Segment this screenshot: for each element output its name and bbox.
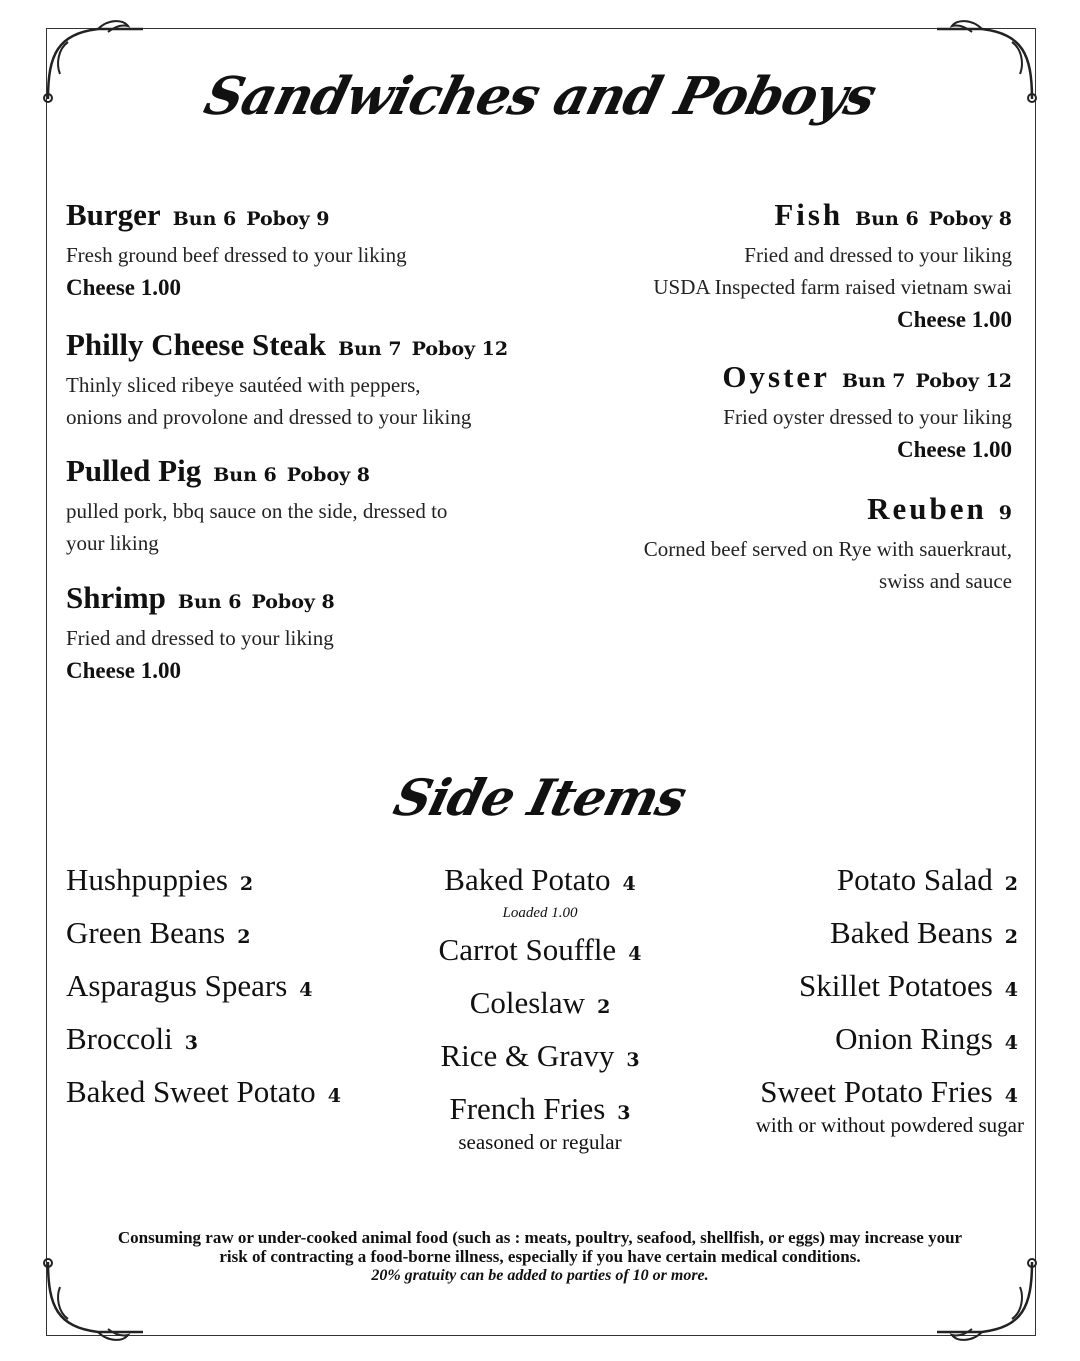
menu-item-fish [653,196,1012,337]
item-name: Oyster [722,359,830,394]
side-name: Baked Potato [444,862,611,897]
side-price: 4 [622,873,636,895]
item-price: Bun 6 [177,591,242,613]
side-item [340,985,740,1025]
health-disclaimer [60,1228,1020,1285]
side-price: 3 [626,1049,640,1071]
item-addon: Cheese 1.00 [897,307,1012,332]
item-name: Reuben [867,491,987,526]
item-description: Fried and dressed to your liking [744,243,1012,267]
side-price: 2 [597,996,611,1018]
item-price: Bun 7 [841,370,906,392]
side-price: 2 [239,873,254,895]
gratuity-note: 20% gratuity can be added to parties of 10 or more. [371,1267,709,1284]
side-item [835,1021,1018,1061]
item-addon: Cheese 1.00 [66,275,181,300]
item-description: USDA Inspected farm raised vietnam swai [653,275,1012,299]
side-item [66,915,250,955]
item-price: Bun 7 [338,338,402,360]
side-name: Green Beans [66,915,226,950]
item-price: Poboy 12 [915,370,1012,392]
item-price: Poboy 8 [928,208,1012,230]
side-name: Asparagus Spears [66,968,288,1003]
side-item [340,862,740,924]
item-description: Fresh ground beef dressed to your liking [66,243,407,267]
section-title-sides: Side Items [388,768,692,827]
item-description: pulled pork, bbq sauce on the side, dressed to [66,499,448,523]
side-item [66,1021,198,1061]
side-price: 2 [1004,873,1018,895]
side-note: with or without powdered sugar [755,1113,1024,1137]
side-price: 4 [1004,979,1018,1001]
side-name: Onion Rings [835,1021,993,1056]
item-price: Bun 6 [213,464,277,486]
side-name: French Fries [449,1091,606,1126]
side-item [755,1074,1024,1137]
item-description: Thinly sliced ribeye sautéed with peppers, [66,373,421,397]
side-item [799,968,1018,1008]
side-item [340,932,740,972]
item-description: your liking [66,531,159,555]
side-item [340,1038,740,1078]
side-name: Carrot Souffle [438,932,617,967]
item-price: Poboy 9 [246,208,330,230]
side-price: 4 [327,1085,341,1107]
item-name: Fish [774,197,844,232]
item-price: Bun 6 [855,208,919,230]
disclaimer-line: risk of contracting a food-borne illness, especially if you have certain medical conditions. [219,1247,861,1266]
item-price: Poboy 8 [251,591,335,613]
side-name: Broccoli [66,1021,173,1056]
side-price: 4 [1004,1032,1018,1054]
side-note: Loaded 1.00 [502,905,578,921]
item-name: Philly Cheese Steak [66,327,327,362]
menu-item-shrimp [66,579,335,688]
side-item [340,1091,740,1153]
item-name: Pulled Pig [66,453,202,488]
side-name: Potato Salad [836,862,993,897]
side-item [66,862,253,902]
side-price: 3 [184,1032,198,1054]
side-name: Coleslaw [469,985,586,1020]
section-title-sandwiches: Sandwiches and Poboys [198,66,882,127]
side-price: 4 [628,943,642,965]
side-item [66,968,313,1008]
item-description: Fried and dressed to your liking [66,626,334,650]
side-name: Skillet Potatoes [799,968,993,1003]
menu-item-reuben [644,490,1012,597]
side-item [830,915,1018,955]
item-addon: Cheese 1.00 [897,437,1012,462]
menu-item-pulled-pig [66,452,447,559]
menu-item-burger [66,196,407,305]
disclaimer-line: Consuming raw or under-cooked animal food (such as : meats, poultry, seafood, shellfish, or eggs) may increase your [117,1228,963,1247]
item-price: Poboy 12 [411,338,509,360]
item-description: swiss and sauce [879,569,1012,593]
side-name: Baked Sweet Potato [66,1074,316,1109]
item-price: Bun 6 [172,208,237,230]
side-name: Hushpuppies [66,862,228,897]
side-price: 3 [617,1102,631,1124]
side-item [837,862,1018,902]
side-note: seasoned or regular [458,1130,622,1154]
side-price: 4 [1004,1085,1018,1107]
item-price: 9 [998,502,1012,524]
side-item [66,1074,341,1114]
item-addon: Cheese 1.00 [66,658,181,683]
side-name: Rice & Gravy [440,1038,615,1073]
item-description: Corned beef served on Rye with sauerkraut, [643,537,1012,561]
side-name: Sweet Potato Fries [760,1074,993,1109]
item-description: Fried oyster dressed to your liking [723,405,1012,429]
item-price: Poboy 8 [286,464,371,486]
side-price: 4 [299,979,313,1001]
item-name: Shrimp [66,580,166,615]
side-name: Baked Beans [830,915,993,950]
side-price: 2 [237,926,251,948]
menu-item-philly [66,326,508,433]
menu-item-oyster [722,358,1012,467]
item-name: Burger [66,197,161,232]
side-price: 2 [1004,926,1018,948]
item-description: onions and provolone and dressed to your liking [66,405,472,429]
